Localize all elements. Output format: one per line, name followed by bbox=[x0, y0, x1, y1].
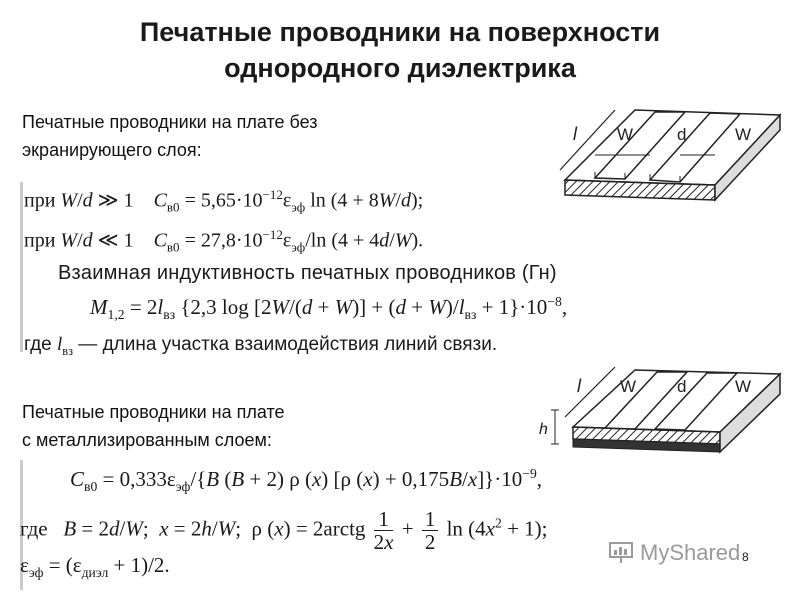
diagram2-label-d: d bbox=[677, 377, 687, 396]
slide-title bbox=[0, 14, 800, 86]
watermark-text: MyShared bbox=[640, 540, 741, 565]
diagram2-label-h: h bbox=[539, 421, 548, 438]
formula-effective-permittivity: $\varepsilon_{эф} = (\varepsilon_{диэл} + 1)/2$. bbox=[20, 553, 170, 581]
section2-heading bbox=[22, 398, 285, 454]
diagram-unshielded-board bbox=[555, 100, 795, 210]
section2-line1: Печатные проводники на плате bbox=[22, 402, 285, 422]
slide-title-line1: Печатные проводники на поверхности bbox=[139, 17, 661, 47]
formula-definitions: где B = 2d/W; x = 2h/W; ρ (x) = 2arctg $\frac{1}{2x}$ + $\frac{1}{2}$ $\ln (4x^2 + 1)$; bbox=[20, 507, 548, 554]
diagram-metallized-board bbox=[525, 362, 787, 462]
presentation-icon bbox=[608, 541, 634, 565]
scan-edge bbox=[20, 182, 23, 352]
diagram2-label-w1: W bbox=[620, 377, 637, 396]
page-number: 8 bbox=[742, 550, 749, 564]
diagram2-label-w2: W bbox=[735, 377, 752, 396]
formula-wide-strip: при W/d ≫ 1 $C_{в0} = 5,65\cdot 10^{-12}\varepsilon_{эф}$ ln (4 + 8W/d); bbox=[24, 187, 424, 215]
formula-mutual-inductance: $M_{1,2} = 2l_{вз}$ {2,3 $\log [2W/(d + W)] + (d + W)/l_{вз} + 1\}\cdot 10^{-8}$, bbox=[90, 294, 568, 323]
diagram-label-d: d bbox=[677, 125, 687, 144]
formula-capacitance-metallized: $C_{в0} = 0,333\varepsilon_{эф}/\{B$ (B + 2) ρ (x) [ρ $(x) + 0,175B/x]\}\cdot 10^{-9}$, bbox=[70, 466, 543, 495]
section2-line2: с металлизированным слоем: bbox=[22, 430, 272, 450]
formula-narrow-strip: при W/d ≪ 1 $C_{в0} = 27,8\cdot 10^{-12}\varepsilon_{эф}/\ln$ (4 + 4d/W). bbox=[24, 227, 424, 255]
diagram-label-w2: W bbox=[735, 125, 752, 144]
diagram-label-w1: W bbox=[617, 125, 634, 144]
slide-title-line2: однородного диэлектрика bbox=[224, 53, 576, 83]
mutual-inductance-caption: Взаимная индуктивность печатных проводников (Гн) bbox=[58, 262, 557, 284]
section1-line2: экранирующего слоя: bbox=[22, 140, 202, 160]
diagram2-label-l: l bbox=[577, 376, 581, 396]
watermark bbox=[608, 540, 740, 566]
section1-heading bbox=[22, 108, 318, 164]
length-definition: где $l_{вз}$ — длина участка взаимодействия линий связи. bbox=[24, 334, 498, 358]
diagram-label-l: l bbox=[573, 124, 577, 144]
section1-line1: Печатные проводники на плате без bbox=[22, 112, 318, 132]
